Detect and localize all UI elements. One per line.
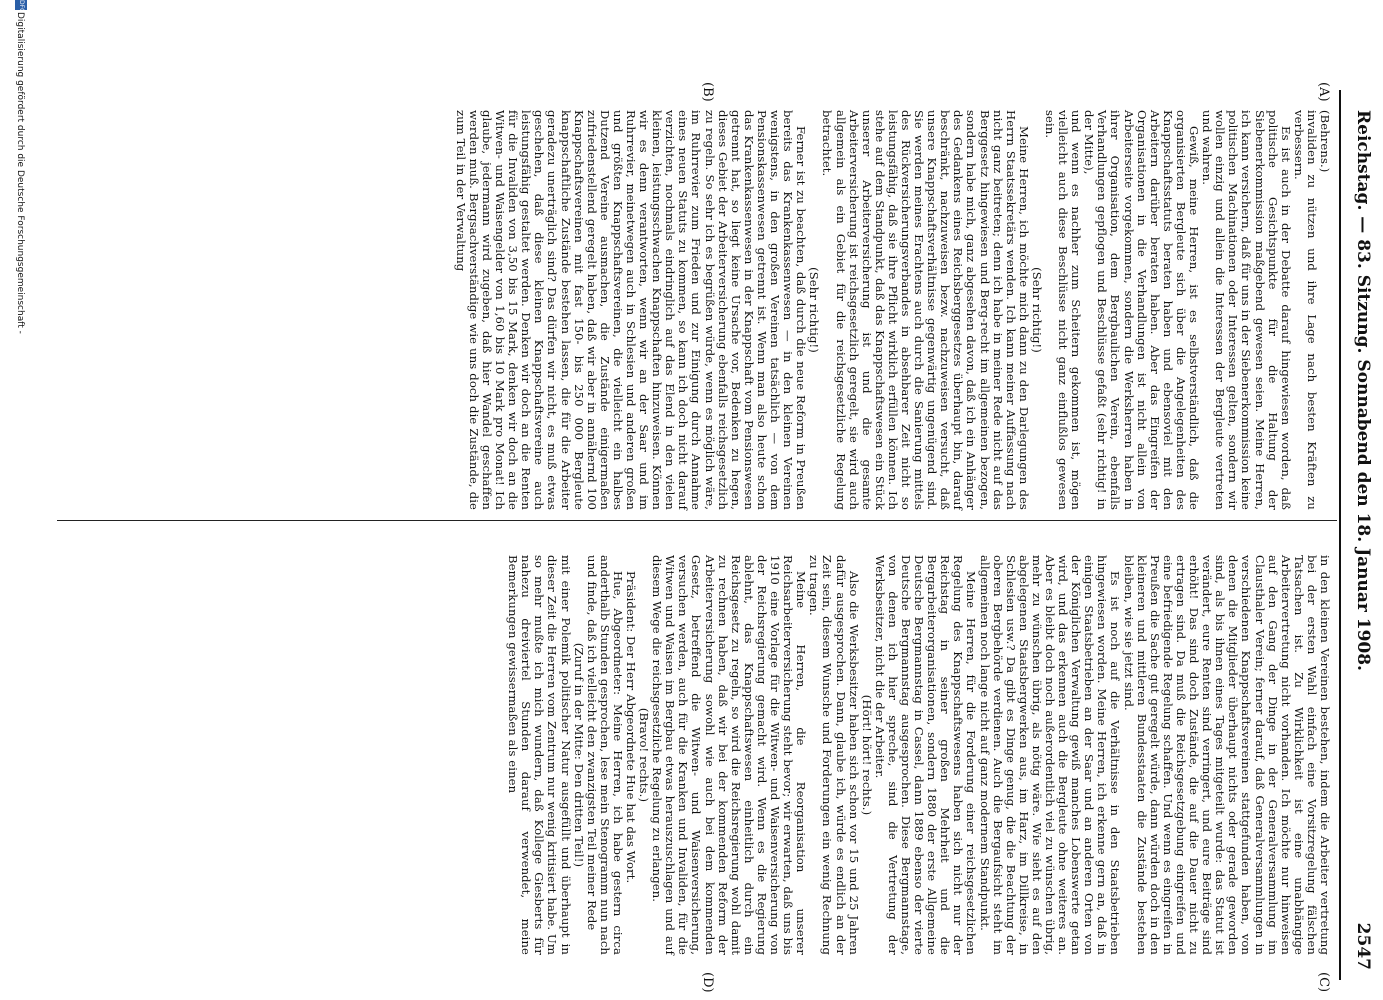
footer-text: Digitalisierung gefördert durch die Deutsche Forschungsgemeinschaft - xyxy=(15,12,25,334)
interjection: (Sehr richtig!) xyxy=(1029,267,1044,353)
header-rule xyxy=(1339,90,1341,980)
paragraph: in den kleinen Vereinen bestehen, indem die Arbeiter vertretung bei der ersten Wahl einfach eine Vorsitzregelung fälschen Tatsachen ist. Zu Wirklichkeit ist eine unabhängige Arbeitervertretung nicht vorhanden. Ich möchte nur hinweisen auf den Gang der Dinge in der Generalversammlung im Clausthaler Verein; ferner darauf, daß Generalversammlungen in verschiedenen Knappschaftsvereinen stattgefunden haben, von denen die Mitglieder überhaupt nichts oder gerade geworden sind, als bis ihnen eines Tages mitgeteilt wurde: das Statut ist verändert, eure Renten sind verringert, und eure Beiträge sind erhöht! Das sind doch Zustände, die auf die Dauer nicht zu ertragen sind. Da muß die Reichsgesetzgebung eingreifen und eine befriedigende Regelung schaffen. Und wenn es eingreifen in Preußen die Sache gut geregelt würde, dann würden doch in den kleineren und mittleren Bundesstaaten die Zustände bestehen bleiben, wie sie jetzt sind. xyxy=(1121,555,1332,955)
footer xyxy=(0,0,45,1000)
interjection: (Zuruf in der Mitte: Den dritten Teil!) xyxy=(571,642,586,868)
interjection: (Bravo! rechts.) xyxy=(637,707,652,803)
paragraph: Es ist noch auf die Verhältnisse in den Staatsbetrieben hingewiesen worden. Meine Herren, ich erkenne gern an, daß in einigen Staatsbetrieben an der Saar und an anderen Orten von der Königlichen Verwaltung gewiß manches Lobenswerte getan wird, und das erkennen auch die Bergleute ohne weiteres an. Aber es bleibt doch noch außerordentlich viel zu wünschen übrig, mehr zu wünschen übrig, als nötig wäre. Wie sieht es auf den abgelegenen Staatsbergwerken aus, im Harz, im Dillkreise, in Schlesien usw.? Da gibt es Dinge genug, die die Beachtung der oberen Bergbehörde verdienen. Auch die Bergaufsicht steht im allgemeinen noch lange nicht auf ganz modernem Standpunkt. xyxy=(977,555,1123,955)
paragraph: Hue, Abgeordneter: Meine Herren, ich habe gestern circa anderthalb Stunden gesprochen, lese mein Stenogramm nun nach und finde, daß ich vielleicht den zwanzigsten Teil meiner Rede xyxy=(584,555,625,955)
paragraph: Präsident: Der Herr Abgeordnete Hue hat das Wort. xyxy=(624,571,639,884)
paragraph: Gewiß, meine Herren, ist es selbstverständlich, daß die organisierten Bergleute sich über die Angelegenheiten des Knappschaftsstatuts beraten haben und ebensoviel mit den Arbeitern darüber beraten haben. Aber das Eingreifen der Organisationen in die Verhandlungen ist nicht allein von Arbeiterseite vorgekommen, sondern die Werksherren haben in ihrer Organisation, dem Bergbaulichen Verein, ebenfalls Verhandlungen gepflogen und Beschlüsse gefaßt (sehr richtig! in der Mitte), xyxy=(1082,110,1202,510)
paragraph: invaliden zu nützen und ihre Lage nach besten Kräften zu verbessern. xyxy=(1291,110,1319,510)
interjection: (Sehr richtig!) xyxy=(807,267,822,353)
margin-letter-d: (D) xyxy=(700,972,715,993)
paragraph: Meine Herren, ich möchte mich dann zu den Darlegungen des Herrn Staatssekretärs wenden. Ich kann meiner Auffassung nach nicht ganz beitreten; denn ich habe in meiner Rede nicht auf das Berggesetz hingewiesen und Berg-recht im allgemeinen bezogen, sondern habe mich, ganz abgesehen davon, daß ich ein Anhänger des Gedankens eines Reichsberggesetzes überhaupt bin, darauf beschränkt, nachzuweisen bezw. nachzuweisen versucht, daß unsere Knappschaftsverhältnisse gegenwärtig ungenügend sind. Sie werden meines Erachtens auch durch die Sanierung mittels des Rückversicherungsverbandes in absehbarer Zeit nicht so leistungsfähig, daß sie ihre Pflicht wirklich erfüllen können. Ich stehe auf dem Standpunkt, daß das Knappschaftswesen ein Stück unserer Arbeiterversicherung ist und die gesamte Arbeiterversicherung ist reichsgesetzlich geregelt, sie wird auch allgemein als ein Gebiet für die reichsgesetzliche Regelung betrachtet. xyxy=(820,110,1031,510)
paragraph: und wenn es nachher zum Scheitern gekommen ist, mögen vielleicht auch diese Beschlüsse nicht ganz einflußlos gewesen sein. xyxy=(1043,110,1084,510)
page-number: 2547 xyxy=(1353,922,1373,970)
paragraph: mit einer Polemik politischer Natur ausgefüllt und überhaupt in dieser Zeit die Herren vom Zentrum nur wenig kritisiert habe. Um so mehr mußte ich mich wundern, daß Kollege Giesberts für nahezu dreiviertel Stunden darauf verwendet, meine Bemerkungen gewissermaßen als einen xyxy=(506,555,573,955)
paragraph: Meine Herren, für die Forderung einer reichsgesetzlichen Regelung des Knappschaftswesens haben sich nicht nur der Reichstag in seiner großen Mehrheit und die Bergarbeiterorganisationen, sondern 1880 der erste Allgemeine Deutsche Bergmannstag in Cassel, dann 1889 ebenso der vierte Deutsche Bergmannstag ausgesprochen. Diese Bergmannstage, von denen ich hier spreche, sind die Vertretung der Werksbesitzer, nicht die der Arbeiter. xyxy=(872,555,979,955)
right-column xyxy=(506,555,1331,955)
margin-letter-c: (C) xyxy=(1316,972,1331,993)
paragraph: Ferner ist zu beachten, daß durch die neue Reform in Preußen bereits das Krankenkassenwesen — in den kleinen Vereinen wenigstens, in den großen Vereinen tatsächlich — von dem Pensionskassenwesen getrennt ist. Wenn man also heute schon das Krankenkassenwesen in der Knappschaft vom Pensionswesen getrennt hat, so liegt keine Ursache vor, Bedenken zu hegen, dieses Gebiet der Arbeiterversicherung ebenfalls reichsgesetzlich zu regeln. So sehr ich es begrüßen würde, wenn es möglich wäre, im Ruhrrevier zum Frieden und zur Einigung durch Annahme eines neuen Statuts zu kommen, so kann ich doch nicht darauf verzichten, nochmals eindringlich auf das Elend in den vielen kleinen, leistungsschwachen Knappschaften hinzuweisen. Können wir es denn verantworten, wenn wir an der Saar und im Ruhrrevier, meinetwegen auch in Schlesien und anderen großen und größten Knappschaftsvereinen, die vielleicht ein halbes Dutzend Vereine ausmachen, die Zustände einigermaßen zufriedenstellend geregelt haben, daß wir aber in annähernd 100 Knappschaftsvereinen mit fast 150- bis 250 000 Bergleute knappschaftliche Zustände bestehen lassen, die für die Arbeiter geradezu unerträglich sind? Das dürfen wir nicht, es muß etwas geschehen, daß diese kleinen Knappschaftsvereine auch leistungsfähig gestaltet werden. Denken wir doch an die Renten für die Invaliden von 3,50 bis 15 Mark, denken wir doch an die Witwen- und Waisengelder von 1,60 bis 10 Mark pro Monat! Ich glaube, jedermann wird zugeben, daß hier Wandel geschaffen werden muß. Bergsachverständige wie uns doch die Zustände, die zum Teil in der Verwaltung xyxy=(453,110,809,510)
page-header xyxy=(1343,110,1373,970)
interjection: (Hört! hört! rechts.) xyxy=(859,694,874,816)
paragraph: Also die Werksbesitzer haben sich schon vor 15 und 25 Jahren dafür ausgesprochen. Dann, glaube ich, würde es endlich an der Zeit sein, diesem Wunsche und Forderungen ein wenig Rechnung zu tragen. xyxy=(807,555,861,955)
left-column xyxy=(454,110,1331,510)
margin-letter-b: (B) xyxy=(700,82,715,102)
header-title: Reichstag. — 83. Sitzung. Sonnabend den 18. Januar 1908. xyxy=(1353,110,1373,671)
margin-letter-a: (A) xyxy=(1316,82,1331,102)
paragraph: Meine Herren, die Reorganisation unserer Reichsarbeiterversicherung steht bevor; wir erwarten, daß uns bis 1910 eine Vorlage für die Witwen- und Waisenversicherung von der Reichsregierung gemacht wird. Wenn es die Regierung ablehnt, das Knappschaftswesen einheitlich durch ein Reichsgesetz zu regeln, so wird die Reichsregierung wohl damit zu rechnen haben, daß wir bei der kommenden Reform der Arbeiterversicherung sowohl wie auch bei dem kommenden Gesetz, betreffend die Witwen- und Waisenversicherung, versuchen werden, auch für die Kranken und Invaliden, für die Witwen und Waisen im Bergbau etwas herauszuschlagen und auf diesem Wege die reichsgesetzliche Regelung zu erlangen. xyxy=(650,555,809,955)
speaker-tag: (Behrens.) xyxy=(1318,110,1332,173)
paragraph: Es ist auch in der Debatte darauf hingewiesen worden, daß politische Gesichtspunkte für die Haltung der Siebenerkommission maßgebend gewesen seien. Meine Herren, ich kann versichern, daß für uns in der Siebenerkommission keine politischen Machinationen oder Interessen gelten, sondern wir wollen einzig und allein die Interessen der Bergleute vertreten und wahren. xyxy=(1200,110,1293,510)
column-separator xyxy=(57,520,1337,521)
dfg-logo: DFG xyxy=(15,0,27,10)
